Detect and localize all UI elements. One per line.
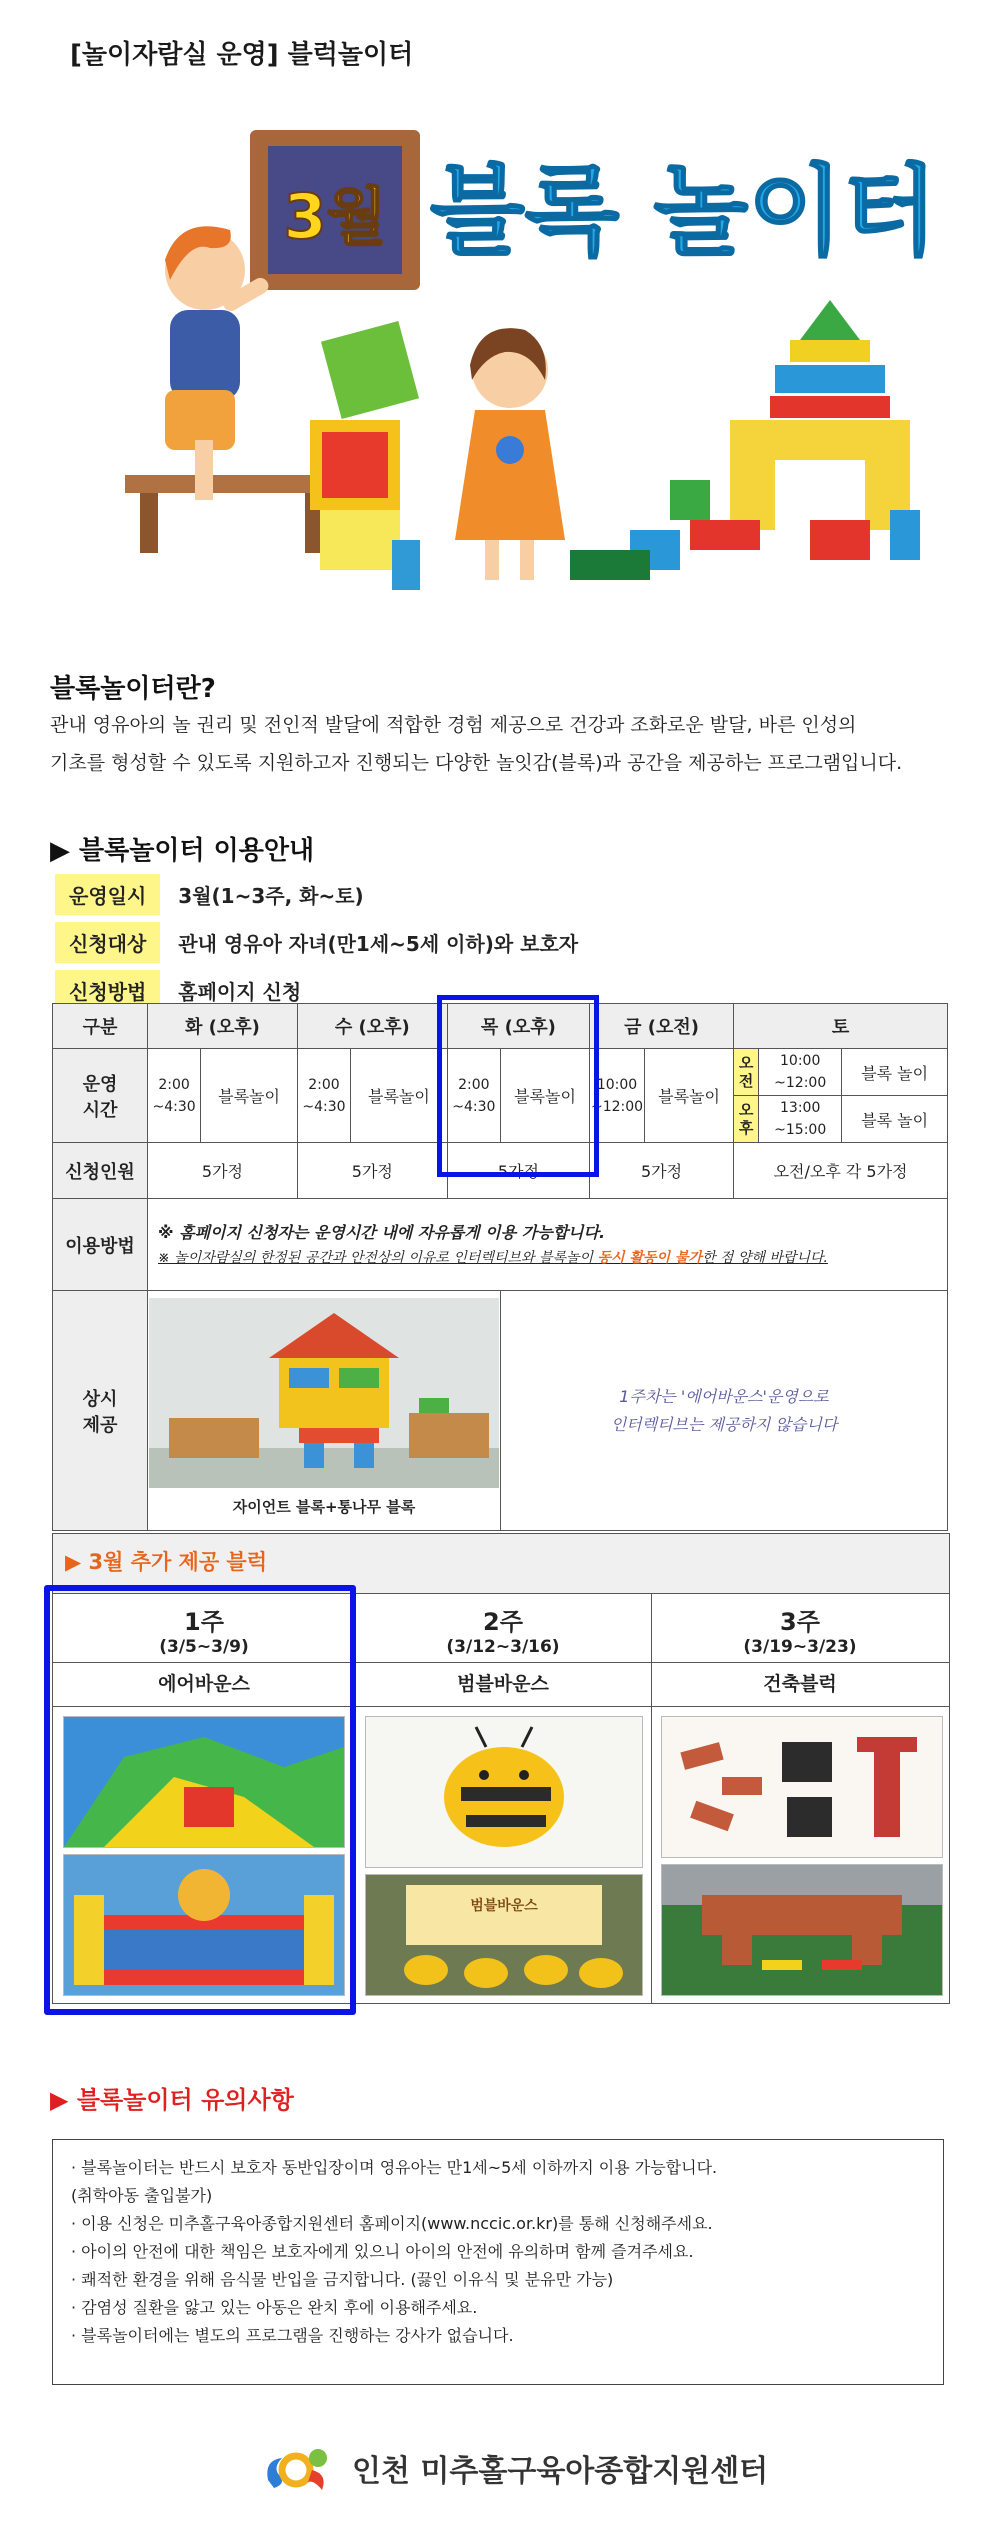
footer-logo (258, 2440, 768, 2496)
center-logo-icon (258, 2440, 342, 2496)
note-item: · 감염성 질환을 앓고 있는 아동은 완치 후에 이용해주세요. (71, 2298, 478, 2317)
hero-headline: 블록 놀이터 (430, 155, 938, 269)
guide-value: 3월(1~3주, 화~토) (178, 883, 364, 908)
method-text-end: 한 점 양해 바랍니다. (701, 1249, 828, 1266)
row-method-label: 이용방법 (53, 1199, 148, 1291)
week-name: 에어바운스 (158, 1673, 250, 1695)
giant-block-photo (149, 1298, 499, 1488)
week-name: 건축블럭 (763, 1673, 837, 1695)
people-cell: 오전/오후 각 5가정 (734, 1143, 948, 1199)
hero-illustration (110, 120, 950, 640)
footer-org-name: 인천 미추홀구육아종합지원센터 (352, 2454, 769, 2489)
day-sat: 토 (734, 1004, 948, 1049)
method-line2 (158, 1246, 946, 1270)
note-item: · 블록놀이터는 반드시 보호자 동반입장이며 영유아는 만1세~5세 이하까지 이용 가능합니다. (71, 2158, 718, 2177)
note-item: · 이용 신청은 미추홀구육아종합지원센터 홈페이지(www.nccic.or.kr)를 통해 신청해주세요. (71, 2214, 713, 2233)
building-block-photo-1 (661, 1716, 943, 1858)
activity-cell: 블록놀이 (201, 1049, 298, 1143)
people-cell: 5가정 (148, 1143, 298, 1199)
time-cell: 13:00 ~15:00 (759, 1096, 842, 1143)
day-fri: 금 (오전) (590, 1004, 734, 1049)
note-item: · 쾌적한 환경을 위해 음식물 반입을 금지합니다. (끓인 이유식 및 분유만 가능) (71, 2270, 614, 2289)
ampm-badge: 오후 (734, 1096, 759, 1143)
guide-row-target (55, 922, 578, 962)
page-title: [놀이자람실 운영] 블럭놀이터 (70, 40, 414, 70)
month-badge: 3월 (283, 180, 387, 253)
bumble-sign: 범블바운스 (470, 1898, 538, 1914)
people-cell: 5가정 (447, 1143, 589, 1199)
people-cell: 5가정 (590, 1143, 734, 1199)
bumble-bounce-photo-2 (365, 1874, 643, 1996)
always-caption: 자이언트 블록+통나무 블록 (232, 1498, 416, 1516)
note-item: · 블록놀이터에는 별도의 프로그램을 진행하는 강사가 없습니다. (71, 2326, 514, 2345)
week-title: 1주 (184, 1608, 224, 1636)
week-date: (3/12~3/16) (446, 1637, 560, 1657)
people-cell: 5가정 (297, 1143, 447, 1199)
time-cell: 10:00 ~12:00 (759, 1049, 842, 1096)
notes-heading: ▶ 블록놀이터 유의사항 (50, 2086, 294, 2114)
method-warning: 동시 활동이 불가 (597, 1249, 702, 1266)
row-always-label: 상시 제공 (53, 1291, 148, 1531)
always-photo-cell (148, 1291, 501, 1531)
time-cell: 2:00 ~4:30 (148, 1049, 201, 1143)
activity-cell: 블록놀이 (351, 1049, 448, 1143)
intro-heading: 블록놀이터란? (50, 674, 216, 704)
guide-label: 신청방법 (55, 970, 160, 1011)
note-item: (취학아동 출입불가) (71, 2186, 213, 2205)
guide-value: 관내 영유아 자녀(만1세~5세 이하)와 보호자 (178, 931, 579, 956)
day-tue: 화 (오후) (148, 1004, 298, 1049)
week-date: (3/19~3/23) (743, 1637, 857, 1657)
note-item: · 아이의 안전에 대한 책임은 보호자에게 있으니 아이의 안전에 유의하며 함께 즐겨주세요. (71, 2242, 694, 2261)
intro-text-line2: 기초를 형성할 수 있도록 지원하고자 진행되는 다양한 놀잇감(블록)과 공간을 제공하는 프로그램입니다. (50, 752, 903, 774)
highlight-frame-thursday (437, 995, 599, 1177)
row-people-label: 신청인원 (53, 1143, 148, 1199)
bumble-bounce-photo-1 (365, 1716, 643, 1868)
guide-heading: ▶ 블록놀이터 이용안내 (50, 836, 315, 866)
guide-value: 홈페이지 신청 (178, 979, 302, 1004)
always-note-line2: 인터렉티브는 제공하지 않습니다 (610, 1414, 838, 1434)
activity-cell: 블록 놀이 (842, 1049, 948, 1096)
activity-cell: 블록놀이 (645, 1049, 734, 1143)
activity-cell: 블록놀이 (501, 1049, 590, 1143)
notes-box (52, 2139, 944, 2385)
col-header: 구분 (53, 1004, 148, 1049)
method-line1: ※ 홈페이지 신청자는 운영시간 내에 자유롭게 이용 가능합니다. (158, 1222, 606, 1242)
time-cell: 2:00 ~4:30 (447, 1049, 500, 1143)
extra-heading: ▶ 3월 추가 제공 블럭 (65, 1550, 268, 1574)
time-cell: 10:00 ~12:00 (590, 1049, 645, 1143)
time-cell: 2:00 ~4:30 (297, 1049, 350, 1143)
guide-label: 신청대상 (55, 922, 160, 963)
week-name: 범블바운스 (457, 1673, 549, 1695)
day-thu: 목 (오후) (447, 1004, 589, 1049)
guide-label: 운영일시 (55, 874, 160, 915)
method-text: ※ 놀이자람실의 한정된 공간과 안전상의 이유로 인터렉티브와 블록놀이 (158, 1249, 598, 1266)
week-title: 2주 (483, 1608, 523, 1636)
guide-row-period (55, 874, 364, 914)
row-time-label: 운영 시간 (53, 1049, 148, 1143)
building-block-photo-2 (661, 1864, 943, 1996)
week-title: 3주 (780, 1608, 820, 1636)
ampm-badge: 오전 (734, 1049, 759, 1096)
activity-cell: 블록 놀이 (842, 1096, 948, 1143)
highlight-frame-week1 (44, 1585, 356, 2015)
intro-text-line1: 관내 영유아의 놀 권리 및 전인적 발달에 적합한 경험 제공으로 건강과 조화로운 발달, 바른 인성의 (50, 714, 857, 736)
day-wed: 수 (오후) (297, 1004, 447, 1049)
always-note-line1: 1주차는 '에어바운스'운영으로 (619, 1386, 829, 1406)
week-date: (3/5~3/9) (159, 1637, 249, 1657)
